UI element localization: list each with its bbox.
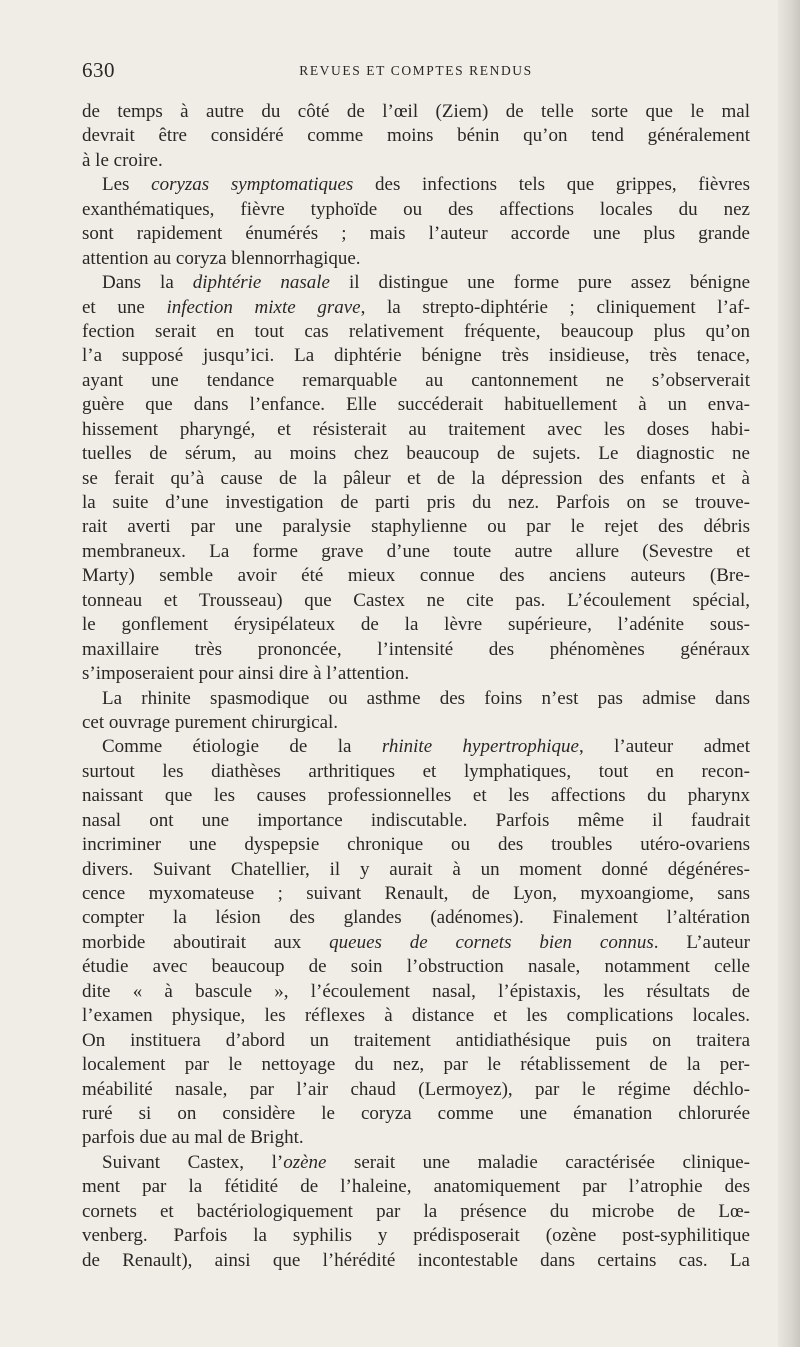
text-segment: compter la lésion des glandes (adénomes). Finalement l’altération <box>82 907 750 929</box>
text-segment: localement par le nettoyage du nez, par le rétablissement de la per- <box>82 1054 750 1076</box>
text-line <box>82 393 750 417</box>
text-line <box>82 1200 750 1224</box>
text-segment: Comme étiologie de la <box>102 736 382 758</box>
text-line <box>82 980 750 1004</box>
text-line <box>82 906 750 930</box>
text-segment: dite « à bascule », l’écoulement nasal, l’épistaxis, les résultats de <box>82 980 750 1002</box>
text-line <box>82 589 750 613</box>
text-segment: fection serait en tout cas relativement fréquente, beaucoup plus qu’on <box>82 320 750 342</box>
text-line <box>82 1175 750 1199</box>
text-line <box>82 296 750 320</box>
text-segment: et une <box>82 296 167 318</box>
text-segment: serait une maladie caractérisée clinique- <box>326 1151 750 1173</box>
text-segment: cence myxomateuse ; suivant Renault, de Lyon, myxoangiome, sans <box>82 883 750 904</box>
italic-text: infection mixte grave <box>166 296 361 318</box>
text-line <box>82 711 750 735</box>
text-segment: Dans la <box>102 272 193 294</box>
text-line <box>82 442 750 466</box>
text-line <box>82 467 750 491</box>
text-line <box>82 931 750 955</box>
text-segment: de Renault), ainsi que l’hérédité incontestable dans certains cas. La <box>82 1249 750 1271</box>
text-line <box>82 247 750 271</box>
text-line <box>82 515 750 539</box>
text-segment: naissant que les causes professionnelles et les affections du pharynx <box>82 785 750 807</box>
text-segment: de temps à autre du côté de l’œil (Ziem) de telle sorte que le mal <box>82 101 750 122</box>
text-segment: la suite d’une investigation de parti pris du nez. Parfois on se trouve- <box>82 492 750 513</box>
text-line <box>82 1126 750 1150</box>
page-header <box>82 58 750 88</box>
text-line <box>82 271 750 295</box>
text-segment: rait averti par une paralysie staphylienne ou par le rejet des débris <box>82 516 750 538</box>
text-line <box>82 858 750 882</box>
text-segment: s’imposeraient pour ainsi dire à l’attention. <box>82 663 410 685</box>
italic-text: ozène <box>283 1151 327 1173</box>
text-line <box>82 687 750 711</box>
text-line <box>82 1249 750 1273</box>
text-line <box>82 1224 750 1248</box>
text-segment: morbide aboutirait aux <box>82 931 330 953</box>
text-line <box>82 809 750 833</box>
italic-text: rhinite hypertrophique <box>381 736 579 758</box>
text-segment: ment par la fétidité de l’haleine, anatomiquement par l’atrophie des <box>82 1176 750 1198</box>
text-segment: hissement pharyngé, et résisterait au traitement avec les doses habi- <box>82 418 750 440</box>
text-segment: il distingue une forme pure assez bénigne <box>329 272 751 294</box>
text-line <box>82 198 750 222</box>
text-segment: exanthématiques, fièvre typhoïde ou des affections locales du nez <box>82 198 750 220</box>
text-segment: méabilité nasale, par l’air chaud (Lermoyez), par le régime déchlo- <box>82 1078 750 1100</box>
page-number: 630 <box>82 58 115 82</box>
italic-text: coryzas symptomatiques <box>151 174 354 196</box>
text-line <box>82 1102 750 1126</box>
text-segment: des infections tels que grippes, fièvres <box>353 174 750 196</box>
text-line <box>82 149 750 173</box>
text-segment: Suivant Castex, l’ <box>102 1151 284 1173</box>
text-line <box>82 613 750 637</box>
text-line <box>82 320 750 344</box>
text-segment: étudie avec beaucoup de soin l’obstruction nasale, notamment celle <box>82 956 750 978</box>
text-segment: l’a supposé jusqu’ici. La diphtérie bénigne très insidieuse, très tenace, <box>82 345 750 367</box>
text-line <box>82 1078 750 1102</box>
text-segment: tuelles de sérum, au moins chez beaucoup de sujets. Le diagnostic ne <box>82 443 750 465</box>
text-segment: Les <box>102 174 152 196</box>
text-line <box>82 638 750 662</box>
text-line <box>82 882 750 906</box>
text-line <box>82 491 750 515</box>
text-line <box>82 1029 750 1053</box>
text-segment: le gonflement érysipélateux de la lèvre supérieure, l’adénite sous- <box>82 614 750 636</box>
text-line <box>82 662 750 686</box>
text-segment: . L’auteur <box>653 931 751 953</box>
text-line <box>82 1053 750 1077</box>
text-segment: cornets et bactériologiquement par la présence du microbe de Lœ- <box>82 1200 750 1222</box>
italic-text: diphtérie nasale <box>192 272 330 294</box>
text-segment: cet ouvrage purement chirurgical. <box>82 711 339 733</box>
text-segment: se ferait qu’à cause de la pâleur et de la dépression des enfants et à <box>82 467 750 489</box>
text-segment: guère que dans l’enfance. Elle succéderait habituellement à un enva- <box>82 394 750 416</box>
text-line <box>82 100 750 124</box>
text-segment: incriminer une dyspepsie chronique ou des troubles utéro-ovariens <box>82 834 750 856</box>
text-line <box>82 833 750 857</box>
text-segment: La rhinite spasmodique ou asthme des foins n’est pas admise dans <box>102 687 750 709</box>
text-line <box>82 784 750 808</box>
text-segment: à le croire. <box>82 149 163 171</box>
text-line <box>82 124 750 148</box>
text-line <box>82 1151 750 1175</box>
text-line <box>82 760 750 784</box>
text-line <box>82 564 750 588</box>
body-text <box>82 100 750 1273</box>
text-segment: maxillaire très prononcée, l’intensité des phénomènes généraux <box>82 638 750 660</box>
page-edge-shadow <box>778 0 800 1347</box>
text-line <box>82 369 750 393</box>
running-head: REVUES ET COMPTES RENDUS <box>299 63 533 78</box>
text-segment: divers. Suivant Chatellier, il y aurait à un moment donné dégénéres- <box>82 858 750 880</box>
text-segment: membraneux. La forme grave d’une toute autre allure (Sevestre et <box>82 540 750 562</box>
text-line <box>82 222 750 246</box>
text-line <box>82 540 750 564</box>
text-segment: ruré si on considère le coryza comme une émanation chlorurée <box>82 1102 750 1124</box>
text-line <box>82 344 750 368</box>
text-line <box>82 955 750 979</box>
text-segment: devrait être considéré comme moins bénin qu’on tend généralement <box>82 125 750 147</box>
text-segment: tonneau et Trousseau) que Castex ne cite pas. L’écoulement spécial, <box>82 589 750 611</box>
text-segment: sont rapidement énumérés ; mais l’auteur accorde une plus grande <box>82 223 750 245</box>
text-segment: Marty) semble avoir été mieux connue des anciens auteurs (Bre- <box>82 565 750 587</box>
text-segment: surtout les diathèses arthritiques et lymphatiques, tout en recon- <box>82 760 750 782</box>
text-line <box>82 173 750 197</box>
text-line <box>82 418 750 442</box>
text-segment: , l’auteur admet <box>578 736 750 758</box>
text-segment: attention au coryza blennorrhagique. <box>82 247 361 269</box>
text-line <box>82 735 750 759</box>
text-segment: nasal ont une importance indiscutable. Parfois même il faudrait <box>82 809 750 831</box>
text-segment: l’examen physique, les réflexes à distance et les complications locales. <box>82 1005 750 1027</box>
text-segment: venberg. Parfois la syphilis y prédisposerait (ozène post-syphilitique <box>82 1225 750 1247</box>
text-line <box>82 1004 750 1028</box>
text-segment: ayant une tendance remarquable au cantonnement ne s’observerait <box>82 369 750 391</box>
text-segment: parfois due au mal de Bright. <box>82 1127 304 1149</box>
italic-text: queues de cornets bien connus <box>329 931 654 953</box>
text-segment: , la strepto-diphtérie ; cliniquement l’af- <box>360 296 751 318</box>
text-segment: On instituera d’abord un traitement antidiathésique puis on traitera <box>82 1029 750 1051</box>
